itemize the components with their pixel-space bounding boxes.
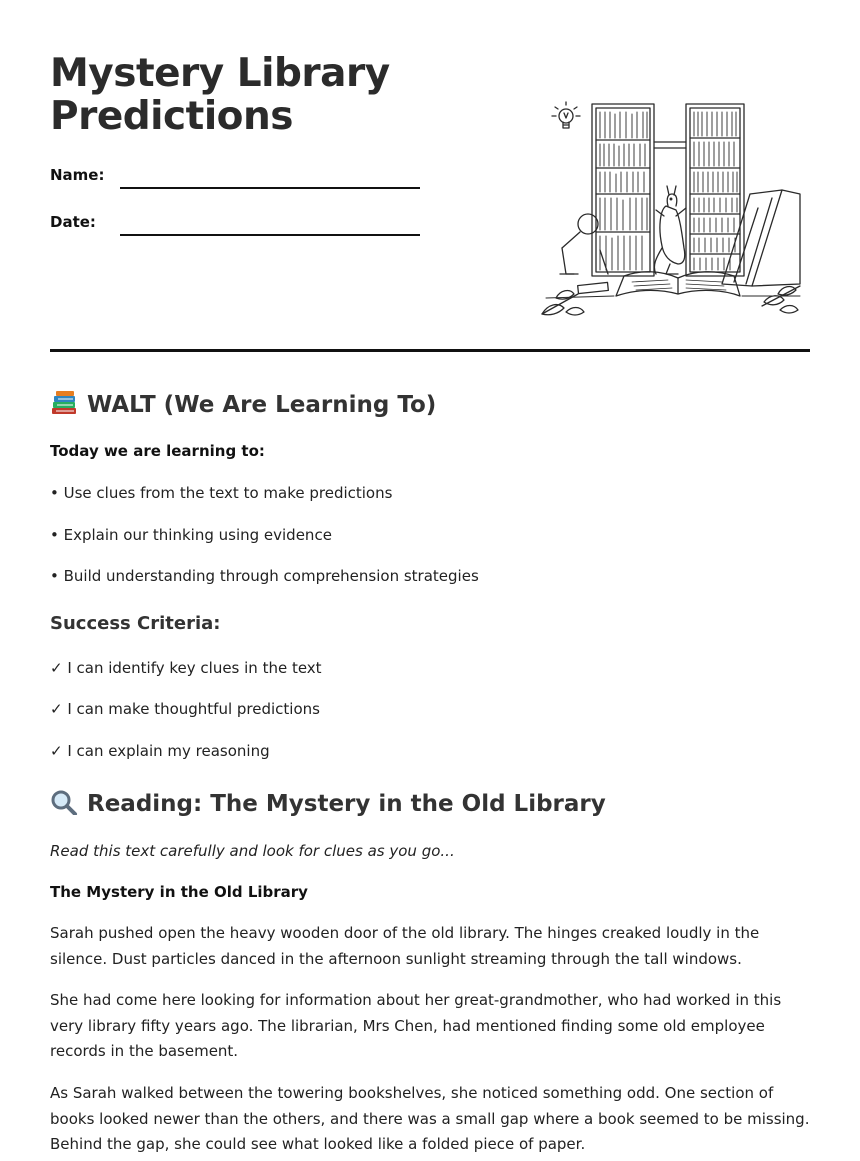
story-paragraph: Sarah pushed open the heavy wooden door of the old library. The hinges creaked loudly in the silence. Dust particles danced in the afternoon sunlight streaming through the tall windows. [50, 924, 760, 968]
books-icon [50, 390, 78, 416]
magnifying-glass-icon [50, 789, 78, 815]
right-bookshelf [686, 104, 744, 276]
criteria-item: ✓ I can explain my reasoning [50, 742, 270, 760]
reading-heading-text: Reading: The Mystery in the Old Library [87, 791, 606, 817]
left-bookshelf [592, 104, 654, 276]
lightbulb-icon [552, 102, 580, 128]
walt-item: • Build understanding through comprehension strategies [50, 567, 479, 585]
library-illustration [538, 98, 806, 322]
story-paragraph: She had come here looking for information about her great-grandmother, who had worked in this very library fifty years ago. The librarian, Mrs Chen, had mentioned finding some old employee records in the basement. [50, 991, 782, 1060]
reading-heading [50, 789, 606, 817]
leaves-right [762, 286, 800, 313]
date-field[interactable] [120, 234, 420, 236]
name-label: Name: [50, 166, 105, 184]
walt-item: • Use clues from the text to make predictions [50, 484, 393, 502]
section-divider [50, 349, 810, 352]
kangaroo-figure [654, 186, 686, 274]
story-paragraph: As Sarah walked between the towering bookshelves, she noticed something odd. One section of books looked newer than the others, and there was a small gap where a book seemed to be missing. Behind the gap, she could see what looked like a folded piece of paper. [50, 1084, 810, 1153]
walt-heading [50, 390, 436, 418]
date-label: Date: [50, 213, 96, 231]
leaves-left [542, 291, 584, 315]
story-title: The Mystery in the Old Library [50, 883, 308, 901]
page-title: Mystery Library Predictions [50, 51, 390, 139]
reading-instruction: Read this text carefully and look for clues as you go... [50, 842, 455, 860]
criteria-item: ✓ I can identify key clues in the text [50, 659, 322, 677]
walt-heading-text: WALT (We Are Learning To) [87, 392, 437, 418]
walt-intro: Today we are learning to: [50, 442, 265, 460]
walt-item: • Explain our thinking using evidence [50, 526, 332, 544]
success-criteria-heading: Success Criteria: [50, 613, 221, 634]
criteria-item: ✓ I can make thoughtful predictions [50, 700, 320, 718]
name-field[interactable] [120, 187, 420, 189]
magnifying-glass-icon [560, 214, 608, 274]
